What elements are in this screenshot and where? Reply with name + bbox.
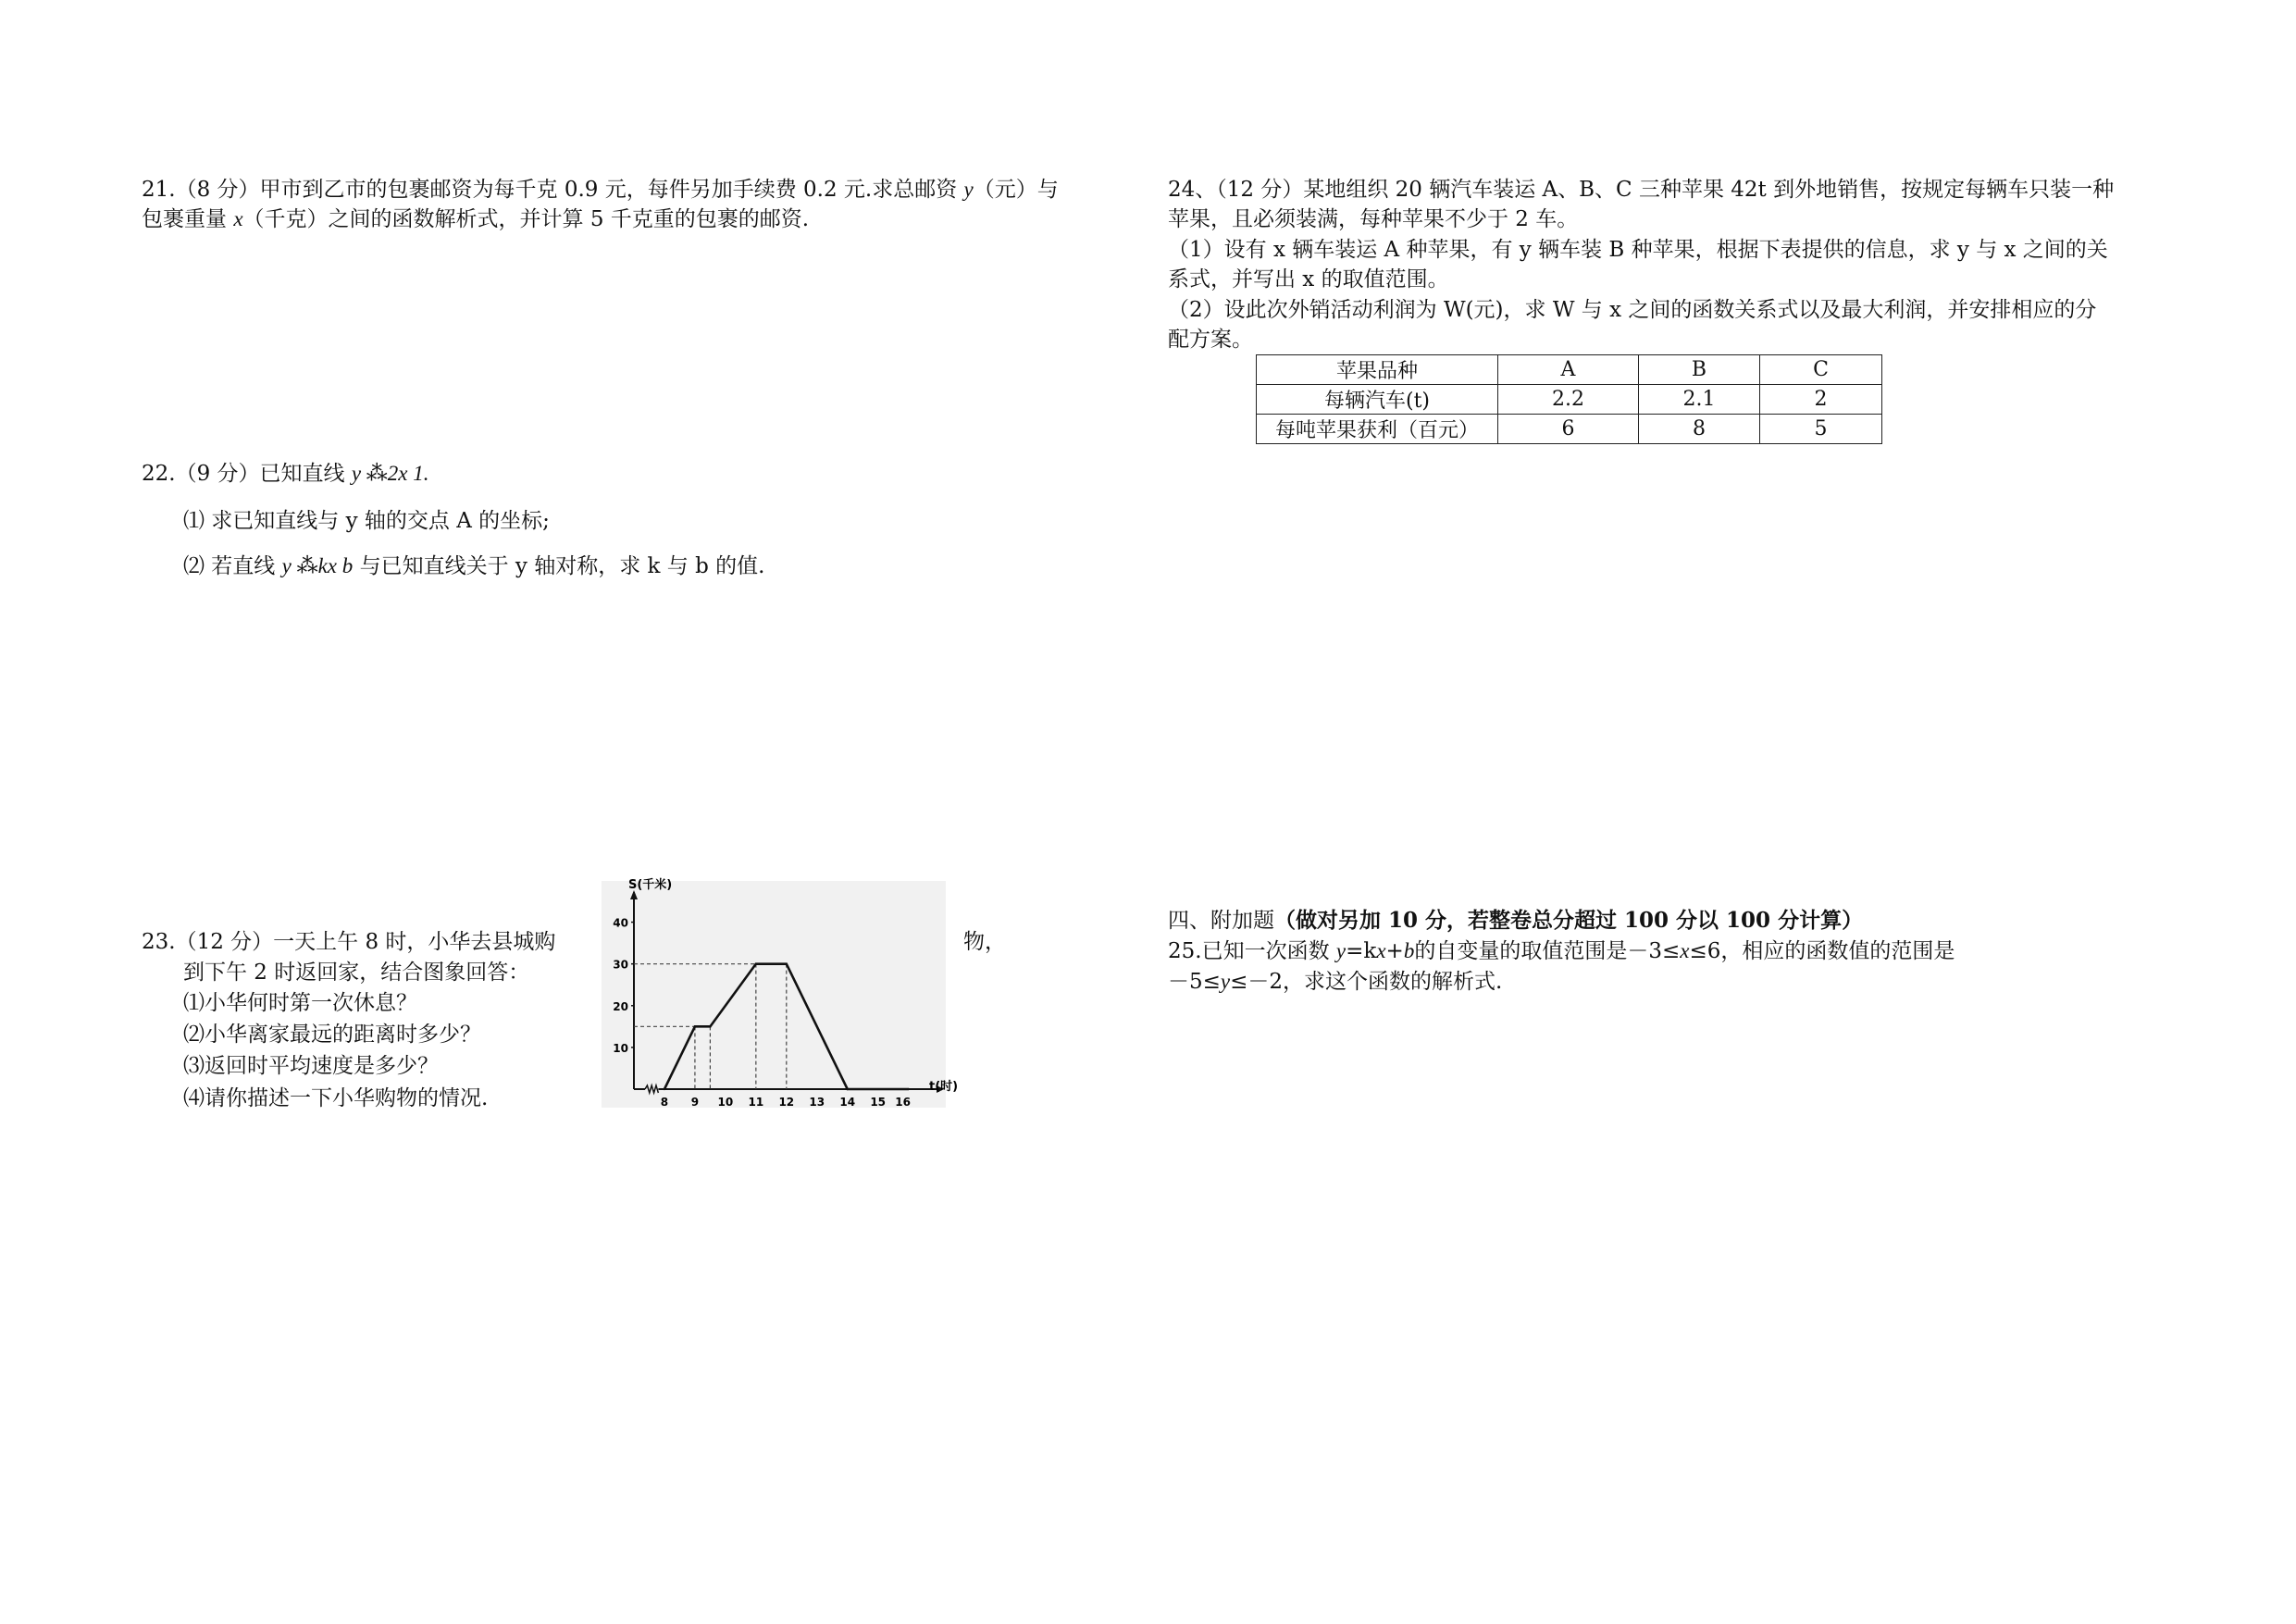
x-tick-label: 9 — [690, 1096, 700, 1109]
q25-line-2 — [1168, 968, 1502, 996]
x-axis-label: t(时) — [929, 1080, 959, 1094]
y-tick-label: 40 — [613, 916, 628, 930]
q22-item-2a: ⑵ 若直线 — [183, 554, 276, 578]
q23-item-4: ⑷请你描述一下小华购物的情况. — [183, 1086, 489, 1110]
table-header-cell: C — [1760, 355, 1882, 385]
q25-text-2a: －5≤ — [1168, 970, 1221, 994]
x-tick-label: 11 — [748, 1096, 764, 1109]
q23-item-3: ⑶返回时平均速度是多少？ — [183, 1054, 439, 1078]
q23-item-2: ⑵小华离家最远的距离时多少？ — [183, 1023, 481, 1047]
apple-table-row — [1257, 385, 1882, 415]
q22-line-equation: y ⁂2x 1. — [351, 462, 429, 485]
table-cell: 每辆汽车(t) — [1257, 385, 1498, 415]
data-point — [786, 962, 788, 964]
graph-background — [602, 881, 946, 1108]
y-tick-label: 30 — [613, 958, 628, 972]
data-point — [847, 1088, 849, 1090]
q21-unit-y: （元）与 — [973, 178, 1059, 202]
q25-var-x: x — [1376, 939, 1386, 962]
q21-text-2b: （千克）之间的函数解析式，并计算 5 千克重的包裹的邮资. — [242, 207, 810, 231]
x-tick-label: 8 — [660, 1096, 669, 1109]
table-cell: 6 — [1498, 415, 1639, 444]
q21-line-1 — [142, 176, 1059, 204]
q23-line-1: 23.（12 分）一天上午 8 时，小华去县城购 — [142, 930, 556, 954]
q22-item-2 — [183, 552, 764, 580]
q21-var-x: x — [233, 207, 243, 230]
q25-text-2b: ≤－2，求这个函数的解析式. — [1230, 970, 1503, 994]
q25-var-y-2: y — [1220, 970, 1231, 993]
y-tick-label: 10 — [613, 1041, 628, 1055]
data-point — [664, 1088, 665, 1090]
section-4-heading — [1168, 907, 1863, 935]
q22-stem — [142, 460, 429, 488]
q25-text-b: =k — [1346, 939, 1377, 963]
q23-line-2: 到下午 2 时返回家，结合图象回答： — [183, 961, 530, 985]
q25-var-x-2: x — [1680, 939, 1690, 962]
x-tick-label: 12 — [778, 1096, 795, 1109]
table-cell: 2 — [1760, 385, 1882, 415]
y-axis-label: S(千米) — [628, 878, 673, 892]
q22-line-kb: y ⁂kx b — [281, 554, 354, 577]
q21-text: 21.（8 分）甲市到乙市的包裹邮资为每千克 0.9 元，每件另加手续费 0.2 元.求总邮资 — [142, 178, 958, 202]
q25-text-e: ≤6，相应的函数值的范围是 — [1689, 939, 1955, 963]
q25-var-b: b — [1403, 939, 1415, 962]
q25-text-d: 的自变量的取值范围是－3≤ — [1414, 939, 1681, 963]
apple-table-row — [1257, 415, 1882, 444]
data-point — [694, 1025, 696, 1027]
data-point — [755, 962, 757, 964]
q25-var-y: y — [1335, 939, 1347, 962]
table-cell: 2.1 — [1638, 385, 1759, 415]
apple-table — [1256, 354, 1882, 444]
table-cell: 2.2 — [1498, 385, 1639, 415]
q23-line-1-end: 物， — [963, 930, 1006, 954]
q21-var-y: y — [963, 178, 974, 201]
x-tick-label: 10 — [717, 1096, 734, 1109]
q22-item-1: ⑴ 求已知直线与 y 轴的交点 A 的坐标; — [183, 509, 550, 533]
y-tick-label: 20 — [613, 999, 628, 1013]
x-tick-label: 14 — [839, 1096, 856, 1109]
data-point — [907, 1088, 909, 1090]
q24-line-3: （1）设有 x 辆车装运 A 种苹果，有 y 辆车装 B 种苹果，根据下表提供的信息，求 y 与 x 之间的关 — [1168, 238, 2108, 262]
table-header-cell: 苹果品种 — [1257, 355, 1498, 385]
table-cell: 8 — [1638, 415, 1759, 444]
x-tick-label: 13 — [809, 1096, 825, 1109]
table-header-cell: A — [1498, 355, 1639, 385]
q22-stem-text: 22.（9 分）已知直线 — [142, 462, 345, 486]
q25-text-a: 25.已知一次函数 — [1168, 939, 1330, 963]
x-tick-label: 16 — [895, 1096, 911, 1109]
section-4-title: 四、附加题 — [1168, 909, 1274, 933]
q23-item-1: ⑴小华何时第一次休息？ — [183, 991, 417, 1015]
q24-line-4: 系式，并写出 x 的取值范围。 — [1168, 267, 1449, 291]
q21-text-2a: 包裹重量 — [142, 207, 227, 231]
data-point — [709, 1025, 711, 1027]
section-4-note: （做对另加 10 分，若整卷总分超过 100 分以 100 分计算） — [1274, 908, 1864, 933]
q21-line-2 — [142, 205, 809, 233]
right-column — [1148, 0, 2296, 1624]
table-header-cell: B — [1638, 355, 1759, 385]
q24-line-5: （2）设此次外销活动利润为 W(元)，求 W 与 x 之间的函数关系式以及最大利润，并安排相应的分 — [1168, 298, 2097, 322]
q24-line-2: 苹果，且必须装满，每种苹果不少于 2 车。 — [1168, 207, 1579, 231]
q22-item-2b: 与已知直线关于 y 轴对称，求 k 与 b 的值. — [359, 554, 765, 578]
q25-text-c: + — [1385, 939, 1404, 963]
q24-line-1: 24、（12 分）某地组织 20 辆汽车装运 A、B、C 三种苹果 42t 到外地销售，按规定每辆车只装一种 — [1168, 178, 2115, 202]
table-cell: 每吨苹果获利（百元） — [1257, 415, 1498, 444]
q25-line-1 — [1168, 937, 1955, 965]
x-tick-label: 15 — [870, 1096, 887, 1109]
table-cell: 5 — [1760, 415, 1882, 444]
apple-table-header-row — [1257, 355, 1882, 385]
q23-distance-time-graph — [602, 878, 959, 1109]
q24-line-6: 配方案。 — [1168, 328, 1253, 352]
